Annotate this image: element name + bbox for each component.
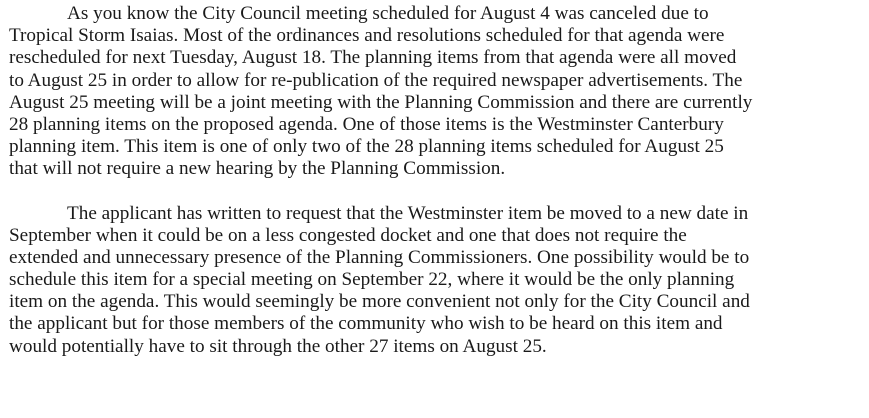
paragraph-line: that will not require a new hearing by the Planning Commission. <box>9 158 506 180</box>
paragraph-line: The applicant has written to request that the Westminster item be moved to a new date in <box>67 202 749 224</box>
paragraph-line: September when it could be on a less congested docket and one that does not require the <box>9 224 687 246</box>
paragraph-line: would potentially have to sit through the other 27 items on August 25. <box>9 335 547 357</box>
paragraph-line: Tropical Storm Isaias. Most of the ordinances and resolutions scheduled for that agenda were <box>9 25 725 47</box>
paragraph-line: planning item. This item is one of only two of the 28 planning items scheduled for August 25 <box>9 136 724 158</box>
paragraph-line: 28 planning items on the proposed agenda. One of those items is the Westminster Canterbury <box>9 113 724 135</box>
paragraph-1 <box>9 3 865 181</box>
paragraph-line: item on the agenda. This would seemingly be more convenient not only for the City Council and <box>9 291 750 313</box>
paragraph-spacer <box>9 181 865 203</box>
paragraph-line: to August 25 in order to allow for re-publication of the required newspaper advertisements. The <box>9 69 743 91</box>
paragraph-line: schedule this item for a special meeting on September 22, where it would be the only planning <box>9 269 735 291</box>
paragraph-line: the applicant but for those members of the community who wish to be heard on this item and <box>9 313 723 335</box>
paragraph-line: As you know the City Council meeting scheduled for August 4 was canceled due to <box>67 3 709 24</box>
paragraph-line: August 25 meeting will be a joint meeting with the Planning Commission and there are currently <box>9 91 753 113</box>
paragraph-2 <box>9 203 865 358</box>
document-body <box>9 3 865 358</box>
paragraph-line: extended and unnecessary presence of the Planning Commissioners. One possibility would be to <box>9 246 750 268</box>
paragraph-line: rescheduled for next Tuesday, August 18. The planning items from that agenda were all moved <box>9 47 737 69</box>
